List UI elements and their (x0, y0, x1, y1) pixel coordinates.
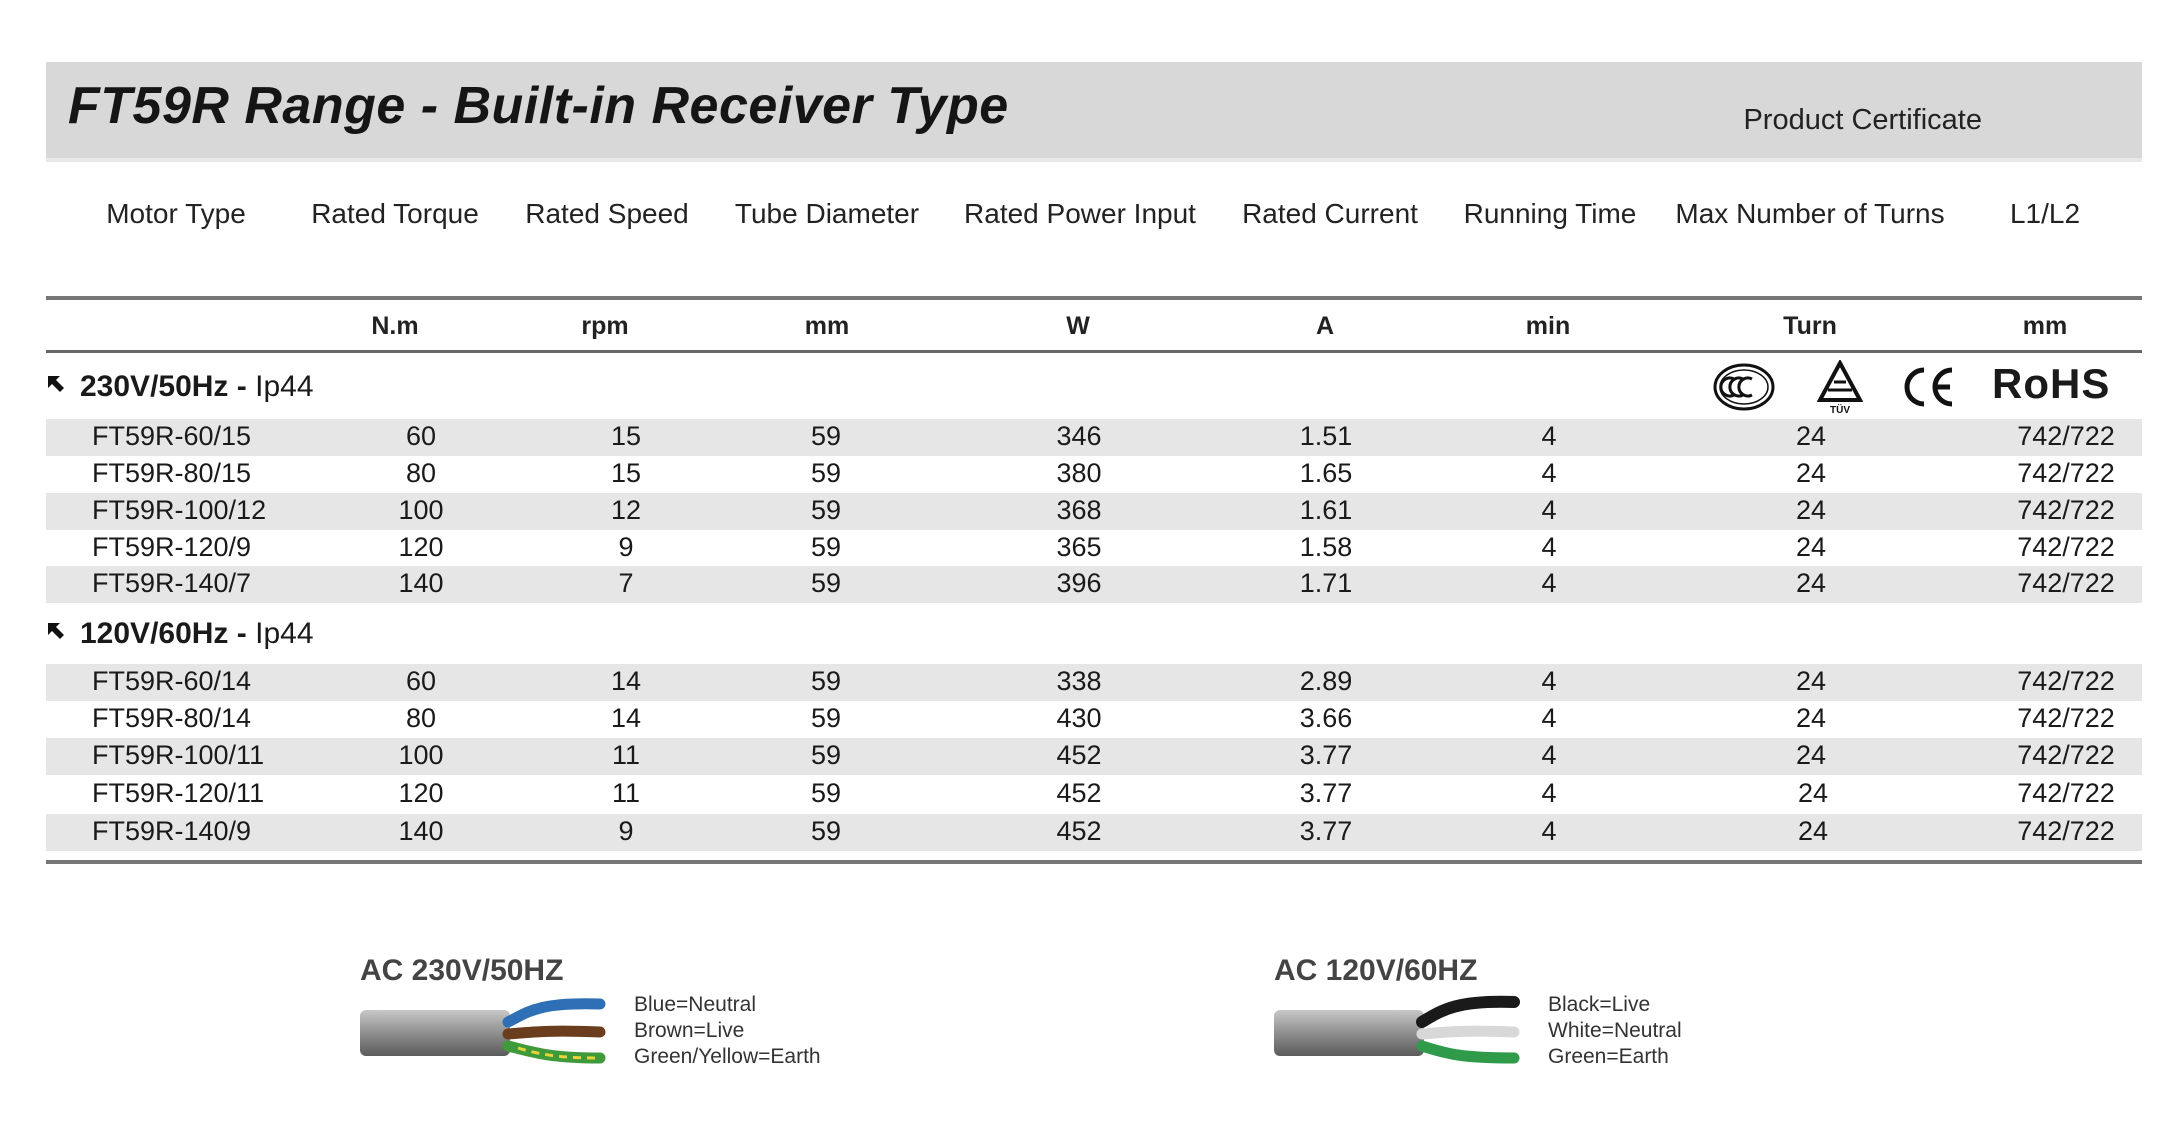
table-bottom-rule (46, 860, 2142, 864)
cell-time: 4 (1541, 703, 1557, 733)
cell-power: 346 (1056, 421, 1102, 451)
col-header-rated-current: Rated Current (1242, 198, 1418, 229)
cell-turns: 24 (1795, 568, 1827, 598)
cell-turns: 24 (1795, 421, 1827, 451)
cell-power: 452 (1056, 778, 1102, 808)
cell-power: 365 (1056, 532, 1102, 562)
cell-diameter: 59 (810, 666, 842, 696)
product-certificate-label: Product Certificate (1743, 104, 1982, 136)
cell-motor-type: FT59R-120/9 (92, 532, 252, 562)
table-row (46, 701, 2142, 738)
wiring-legend (1548, 992, 1682, 1070)
cell-speed: 15 (610, 458, 642, 488)
svg-text:TÜV: TÜV (1830, 405, 1850, 416)
cell-time: 4 (1541, 532, 1557, 562)
table-row (46, 664, 2142, 701)
unit-l1-l2: mm (2022, 312, 2068, 340)
col-header-l1-l2: L1/L2 (2009, 198, 2081, 229)
cell-l1-l2: 742/722 (2017, 666, 2115, 696)
cell-motor-type: FT59R-100/12 (92, 495, 267, 525)
cell-current: 1.58 (1299, 532, 1353, 562)
cell-turns: 24 (1795, 740, 1827, 770)
cell-motor-type: FT59R-140/9 (92, 816, 252, 846)
cell-torque: 80 (405, 458, 437, 488)
cell-l1-l2: 742/722 (2017, 816, 2115, 846)
unit-current: A (1315, 312, 1335, 340)
section-voltage: 120V/60Hz (80, 617, 229, 650)
cell-motor-type: FT59R-60/15 (92, 421, 252, 451)
col-header-motor-type: Motor Type (106, 198, 246, 229)
cell-torque: 80 (405, 703, 437, 733)
wiring-title: AC 230V/50HZ (360, 954, 564, 987)
cell-diameter: 59 (810, 495, 842, 525)
legend-item: Green/Yellow=Earth (634, 1045, 821, 1068)
cell-l1-l2: 742/722 (2017, 495, 2115, 525)
cell-torque: 60 (405, 421, 437, 451)
cell-speed: 9 (618, 532, 634, 562)
cell-current: 1.65 (1299, 458, 1353, 488)
cell-motor-type: FT59R-60/14 (92, 666, 252, 696)
unit-speed: rpm (581, 312, 629, 340)
cell-time: 4 (1541, 568, 1557, 598)
cell-diameter: 59 (810, 740, 842, 770)
cell-time: 4 (1541, 495, 1557, 525)
cell-diameter: 59 (810, 532, 842, 562)
unit-torque: N.m (371, 312, 419, 340)
table-row (46, 738, 2142, 775)
section-separator: - (236, 370, 247, 403)
wiring-legend (634, 992, 821, 1070)
cell-l1-l2: 742/722 (2017, 458, 2115, 488)
col-header-rated-speed: Rated Speed (525, 198, 689, 229)
title-bar (46, 62, 2142, 162)
cell-power: 368 (1056, 495, 1102, 525)
tuv-icon (1816, 360, 1864, 416)
unit-time: min (1525, 312, 1571, 340)
cell-torque: 140 (398, 816, 444, 846)
cell-speed: 12 (610, 495, 642, 525)
cell-motor-type: FT59R-80/14 (92, 703, 252, 733)
cell-turns: 24 (1797, 778, 1829, 808)
cell-diameter: 59 (810, 458, 842, 488)
cell-speed: 14 (610, 703, 642, 733)
section-protection: Ip44 (255, 370, 314, 403)
cell-motor-type: FT59R-100/11 (92, 740, 265, 770)
cell-diameter: 59 (810, 703, 842, 733)
cell-diameter: 59 (810, 421, 842, 451)
table-row (46, 456, 2142, 493)
cell-l1-l2: 742/722 (2017, 778, 2115, 808)
cell-motor-type: FT59R-80/15 (92, 458, 252, 488)
cell-l1-l2: 742/722 (2017, 740, 2115, 770)
cell-turns: 24 (1795, 458, 1827, 488)
col-header-rated-power-input: Rated Power Input (964, 198, 1196, 229)
cell-current: 3.77 (1299, 778, 1353, 808)
cell-speed: 15 (610, 421, 642, 451)
cell-speed: 11 (611, 740, 641, 770)
cell-turns: 24 (1797, 816, 1829, 846)
table-row (46, 566, 2142, 603)
col-header-rated-torque: Rated Torque (311, 198, 479, 229)
col-header-running-time: Running Time (1463, 198, 1637, 229)
cell-current: 2.89 (1299, 666, 1353, 696)
wiring-title: AC 120V/60HZ (1274, 954, 1478, 987)
cell-power: 452 (1056, 740, 1102, 770)
section-header-230v (46, 370, 314, 404)
page-title: FT59R Range - Built-in Receiver Type (68, 77, 1009, 135)
cell-current: 1.71 (1299, 568, 1353, 598)
cell-time: 4 (1541, 740, 1557, 770)
table-row (46, 419, 2142, 456)
cell-speed: 14 (610, 666, 642, 696)
legend-item: Black=Live (1548, 993, 1651, 1016)
legend-item: Blue=Neutral (634, 993, 756, 1016)
ce-icon (1900, 364, 1958, 410)
table-row (46, 493, 2142, 530)
cell-current: 1.51 (1299, 421, 1353, 451)
cell-turns: 24 (1795, 666, 1827, 696)
table-row (46, 530, 2142, 567)
section-voltage: 230V/50Hz (80, 370, 229, 403)
cell-current: 1.61 (1299, 495, 1353, 525)
cell-l1-l2: 742/722 (2017, 421, 2115, 451)
cell-diameter: 59 (810, 568, 842, 598)
section-separator: - (236, 617, 247, 650)
cell-power: 430 (1056, 703, 1102, 733)
cell-current: 3.66 (1299, 703, 1353, 733)
cell-turns: 24 (1795, 703, 1827, 733)
cell-l1-l2: 742/722 (2017, 568, 2115, 598)
legend-item: Green=Earth (1548, 1045, 1669, 1068)
cell-power: 380 (1056, 458, 1102, 488)
cell-torque: 100 (398, 495, 444, 525)
table-row (46, 814, 2142, 851)
cell-time: 4 (1541, 458, 1557, 488)
arrow-icon (46, 621, 66, 641)
cable-230v-icon (358, 992, 608, 1072)
cell-time: 4 (1541, 816, 1557, 846)
cell-time: 4 (1541, 666, 1557, 696)
unit-turns: Turn (1783, 312, 1837, 340)
cell-time: 4 (1541, 778, 1557, 808)
cell-l1-l2: 742/722 (2017, 703, 2115, 733)
ccc-icon (1712, 362, 1776, 412)
section-protection: Ip44 (255, 617, 314, 650)
unit-rule (46, 350, 2142, 353)
cell-motor-type: FT59R-140/7 (92, 568, 252, 598)
cell-diameter: 59 (810, 816, 842, 846)
rohs-label: RoHS (1992, 360, 2111, 407)
col-header-tube-diameter: Tube Diameter (734, 198, 920, 229)
table-row (46, 776, 2142, 813)
cable-120v-icon (1272, 992, 1522, 1072)
cell-torque: 120 (398, 778, 444, 808)
cell-current: 3.77 (1299, 740, 1353, 770)
legend-item: Brown=Live (634, 1019, 745, 1042)
unit-power: W (1066, 312, 1090, 340)
cell-motor-type: FT59R-120/11 (92, 778, 265, 808)
cell-power: 396 (1056, 568, 1102, 598)
cell-turns: 24 (1795, 495, 1827, 525)
cell-power: 338 (1056, 666, 1102, 696)
unit-diameter: mm (804, 312, 850, 340)
cell-torque: 140 (398, 568, 444, 598)
cell-torque: 100 (398, 740, 444, 770)
cell-current: 3.77 (1299, 816, 1353, 846)
arrow-icon (46, 374, 66, 394)
cell-time: 4 (1541, 421, 1557, 451)
cell-speed: 11 (611, 778, 641, 808)
cell-power: 452 (1056, 816, 1102, 846)
cell-diameter: 59 (810, 778, 842, 808)
cell-l1-l2: 742/722 (2017, 532, 2115, 562)
col-header-max-turns: Max Number of Turns (1675, 198, 1945, 229)
legend-item: White=Neutral (1548, 1019, 1682, 1042)
section-header-120v (46, 617, 314, 651)
cell-speed: 9 (618, 816, 634, 846)
cell-torque: 120 (398, 532, 444, 562)
header-rule (46, 296, 2142, 300)
cell-turns: 24 (1795, 532, 1827, 562)
cell-speed: 7 (618, 568, 634, 598)
cell-torque: 60 (405, 666, 437, 696)
